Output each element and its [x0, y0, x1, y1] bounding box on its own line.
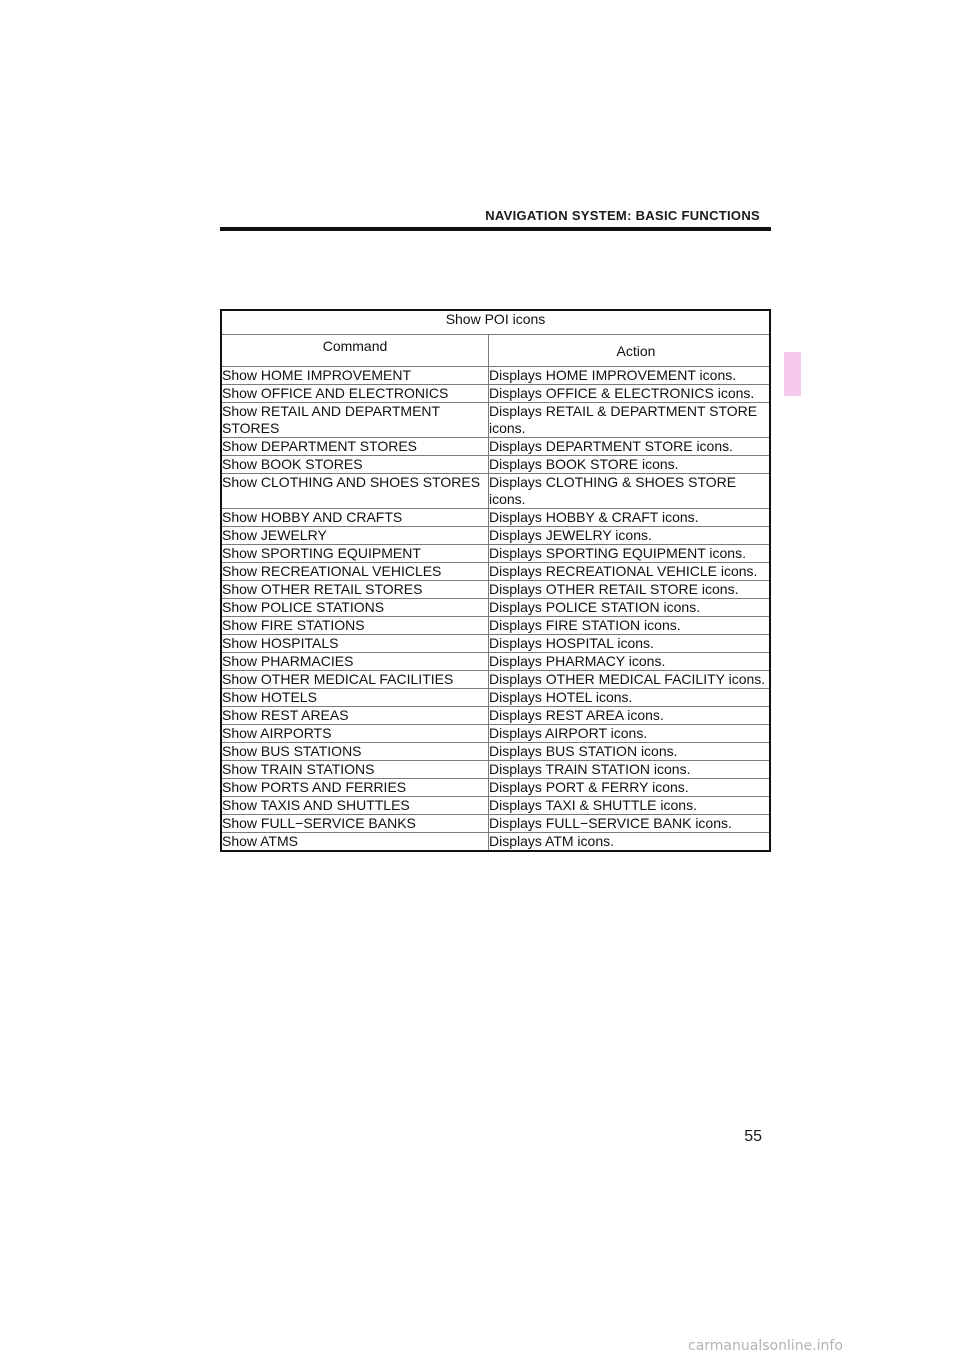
table-header-row	[221, 335, 770, 367]
action-cell: Displays BUS STATION icons.	[489, 743, 771, 761]
action-cell: Displays OTHER RETAIL STORE icons.	[489, 581, 771, 599]
table-row	[221, 527, 770, 545]
header-divider	[220, 227, 771, 231]
watermark-text: carmanualsonline.info	[688, 1338, 843, 1354]
action-cell: Displays ATM icons.	[489, 833, 771, 852]
command-cell: Show AIRPORTS	[221, 725, 489, 743]
command-cell: Show HOSPITALS	[221, 635, 489, 653]
table-row	[221, 797, 770, 815]
action-cell: Displays DEPARTMENT STORE icons.	[489, 438, 771, 456]
action-cell: Displays TRAIN STATION icons.	[489, 761, 771, 779]
action-cell: Displays HOBBY & CRAFT icons.	[489, 509, 771, 527]
table-row	[221, 563, 770, 581]
action-cell: Displays PORT & FERRY icons.	[489, 779, 771, 797]
table-row	[221, 617, 770, 635]
table-row	[221, 761, 770, 779]
command-cell: Show OFFICE AND ELECTRONICS	[221, 385, 489, 403]
command-cell: Show BOOK STORES	[221, 456, 489, 474]
table-row	[221, 385, 770, 403]
command-cell: Show TRAIN STATIONS	[221, 761, 489, 779]
poi-commands-table	[220, 309, 771, 852]
command-cell: Show CLOTHING AND SHOES STORES	[221, 474, 489, 509]
table-row	[221, 653, 770, 671]
table-row	[221, 689, 770, 707]
table-row	[221, 635, 770, 653]
command-cell: Show FIRE STATIONS	[221, 617, 489, 635]
command-cell: Show OTHER MEDICAL FACILITIES	[221, 671, 489, 689]
action-cell: Displays HOME IMPROVEMENT icons.	[489, 367, 771, 385]
command-cell: Show HOBBY AND CRAFTS	[221, 509, 489, 527]
table-row	[221, 743, 770, 761]
command-cell: Show OTHER RETAIL STORES	[221, 581, 489, 599]
table-row	[221, 599, 770, 617]
action-cell: Displays JEWELRY icons.	[489, 527, 771, 545]
table-row	[221, 456, 770, 474]
action-cell: Displays OFFICE & ELECTRONICS icons.	[489, 385, 771, 403]
action-cell: Displays OTHER MEDICAL FACILITY icons.	[489, 671, 771, 689]
table-row	[221, 438, 770, 456]
command-cell: Show POLICE STATIONS	[221, 599, 489, 617]
command-cell: Show DEPARTMENT STORES	[221, 438, 489, 456]
table-caption-row	[221, 310, 770, 335]
action-cell: Displays BOOK STORE icons.	[489, 456, 771, 474]
command-cell: Show PHARMACIES	[221, 653, 489, 671]
table-row	[221, 833, 770, 852]
action-cell: Displays HOSPITAL icons.	[489, 635, 771, 653]
table-row	[221, 509, 770, 527]
command-cell: Show PORTS AND FERRIES	[221, 779, 489, 797]
action-cell: Displays TAXI & SHUTTLE icons.	[489, 797, 771, 815]
command-cell: Show TAXIS AND SHUTTLES	[221, 797, 489, 815]
chapter-tab-marker	[784, 352, 801, 396]
table-caption: Show POI icons	[221, 310, 770, 335]
table-row	[221, 403, 770, 438]
action-cell: Displays PHARMACY icons.	[489, 653, 771, 671]
action-cell: Displays FIRE STATION icons.	[489, 617, 771, 635]
command-cell: Show JEWELRY	[221, 527, 489, 545]
table-row	[221, 671, 770, 689]
table-row	[221, 815, 770, 833]
column-header-command: Command	[221, 335, 489, 367]
table-row	[221, 707, 770, 725]
table-row	[221, 474, 770, 509]
action-cell: Displays REST AREA icons.	[489, 707, 771, 725]
action-cell: Displays FULL−SERVICE BANK icons.	[489, 815, 771, 833]
action-cell: Displays POLICE STATION icons.	[489, 599, 771, 617]
table-row	[221, 725, 770, 743]
action-cell: Displays RETAIL & DEPARTMENT STORE icons.	[489, 403, 771, 438]
table-row	[221, 545, 770, 563]
section-title: NAVIGATION SYSTEM: BASIC FUNCTIONS	[485, 208, 760, 223]
page-number: 55	[744, 1128, 762, 1145]
action-cell: Displays SPORTING EQUIPMENT icons.	[489, 545, 771, 563]
table-row	[221, 367, 770, 385]
table-body	[221, 367, 770, 852]
command-cell: Show FULL−SERVICE BANKS	[221, 815, 489, 833]
table-row	[221, 581, 770, 599]
action-cell: Displays CLOTHING & SHOES STORE icons.	[489, 474, 771, 509]
command-cell: Show REST AREAS	[221, 707, 489, 725]
command-cell: Show ATMS	[221, 833, 489, 852]
command-cell: Show HOTELS	[221, 689, 489, 707]
command-cell: Show HOME IMPROVEMENT	[221, 367, 489, 385]
action-cell: Displays RECREATIONAL VEHICLE icons.	[489, 563, 771, 581]
command-cell: Show SPORTING EQUIPMENT	[221, 545, 489, 563]
command-cell: Show RECREATIONAL VEHICLES	[221, 563, 489, 581]
action-cell: Displays AIRPORT icons.	[489, 725, 771, 743]
table-row	[221, 779, 770, 797]
command-cell: Show BUS STATIONS	[221, 743, 489, 761]
command-cell: Show RETAIL AND DEPARTMENT STORES	[221, 403, 489, 438]
column-header-action: Action	[489, 335, 771, 367]
action-cell: Displays HOTEL icons.	[489, 689, 771, 707]
